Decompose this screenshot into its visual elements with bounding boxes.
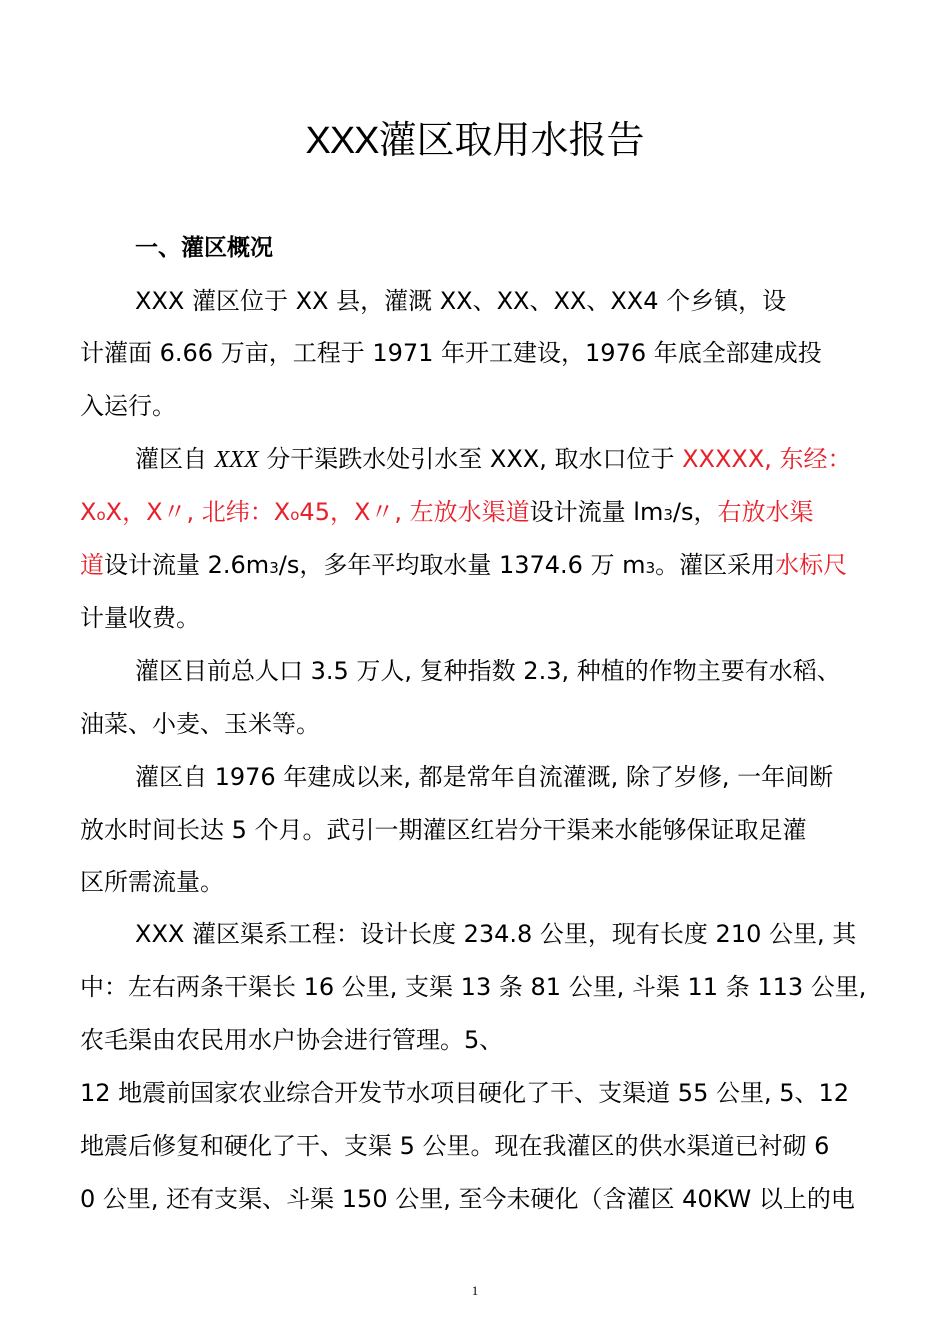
paragraph-canal-line-3: 农毛渠由农民用水户协会进行管理。5、 <box>80 1026 504 1054</box>
intake-highlight: 道 <box>80 551 104 579</box>
intake-text: /s， <box>672 498 718 526</box>
title-prefix: XXX <box>305 120 379 162</box>
paragraph-earthquake-line-1: 12 地震前国家农业综合开发节水项目硬化了干、支渠道 55 公里, 5、12 <box>80 1079 850 1107</box>
paragraph-intake-line-2 <box>80 492 814 532</box>
intake-text: 设计流量 lm <box>529 498 664 526</box>
paragraph-location-line-3: 入运行。 <box>80 392 176 420</box>
intake-highlight: 水标尺 <box>775 551 848 579</box>
intake-text: /s，多年平均取水量 1374.6 万 m <box>278 551 646 579</box>
unit-superscript: 3 <box>645 559 656 577</box>
intake-text: 设计流量 2.6m <box>104 551 270 579</box>
paragraph-irrigation-line-2: 放水时间长达 5 个月。武引一期灌区红岩分干渠来水能够保证取足灌 <box>80 816 807 844</box>
intake-highlight: XXXXX, 东经： <box>682 445 852 473</box>
intake-text: 灌区自 <box>135 445 215 473</box>
paragraph-irrigation-line-1: 灌区自 1976 年建成以来, 都是常年自流灌溉, 除了岁修, 一年间断 <box>135 763 834 791</box>
intake-highlight: 45，X〃, 左放水渠道 <box>299 498 530 526</box>
paragraph-earthquake-line-2: 地震后修复和硬化了干、支渠 5 公里。现在我灌区的供水渠道已衬砌 6 <box>80 1132 830 1160</box>
paragraph-earthquake-line-3: 0 公里, 还有支渠、斗渠 150 公里, 至今未硬化（含灌区 40KW 以上的电 <box>80 1185 855 1213</box>
intake-highlight: X，X〃, 北纬：X <box>105 498 291 526</box>
intake-canal-name: XXX <box>214 447 259 473</box>
intake-highlight: 右放水渠 <box>717 498 814 526</box>
intake-text: 分干渠跌水处引水至 XXX, 取水口位于 <box>258 445 683 473</box>
paragraph-irrigation-line-3: 区所需流量。 <box>80 868 224 896</box>
unit-superscript: 3 <box>269 559 279 577</box>
paragraph-location-line-1: XXX 灌区位于 XX 县，灌溉 XX、XX、XX、XX4 个乡镇，设 <box>135 287 787 315</box>
paragraph-population-line-2: 油菜、小麦、玉米等。 <box>80 710 320 738</box>
intake-highlight: X <box>80 498 97 526</box>
section-heading-overview: 一、灌区概况 <box>135 235 273 261</box>
title-text: 灌区取用水报告 <box>378 118 645 162</box>
paragraph-intake-line-3 <box>80 545 847 585</box>
paragraph-location-line-2: 计灌面 6.66 万亩，工程于 1971 年开工建设，1976 年底全部建成投 <box>80 339 822 367</box>
paragraph-intake-line-4: 计量收费。 <box>80 604 200 632</box>
paragraph-intake-line-1 <box>135 439 852 479</box>
paragraph-canal-line-2: 中：左右两条干渠长 16 公里, 支渠 13 条 81 公里, 斗渠 11 条 113 公里, <box>80 973 867 1001</box>
degree-mark: o <box>96 506 106 524</box>
degree-mark: o <box>290 506 300 524</box>
unit-superscript: 3 <box>663 506 673 524</box>
paragraph-population-line-1: 灌区目前总人口 3.5 万人, 复种指数 2.3, 种植的作物主要有水稻、 <box>135 657 841 685</box>
intake-text: 。灌区采用 <box>655 551 776 579</box>
paragraph-canal-line-1: XXX 灌区渠系工程：设计长度 234.8 公里，现有长度 210 公里, 其 <box>135 920 857 948</box>
document-title <box>0 110 950 170</box>
page-number: 1 <box>471 1283 479 1298</box>
